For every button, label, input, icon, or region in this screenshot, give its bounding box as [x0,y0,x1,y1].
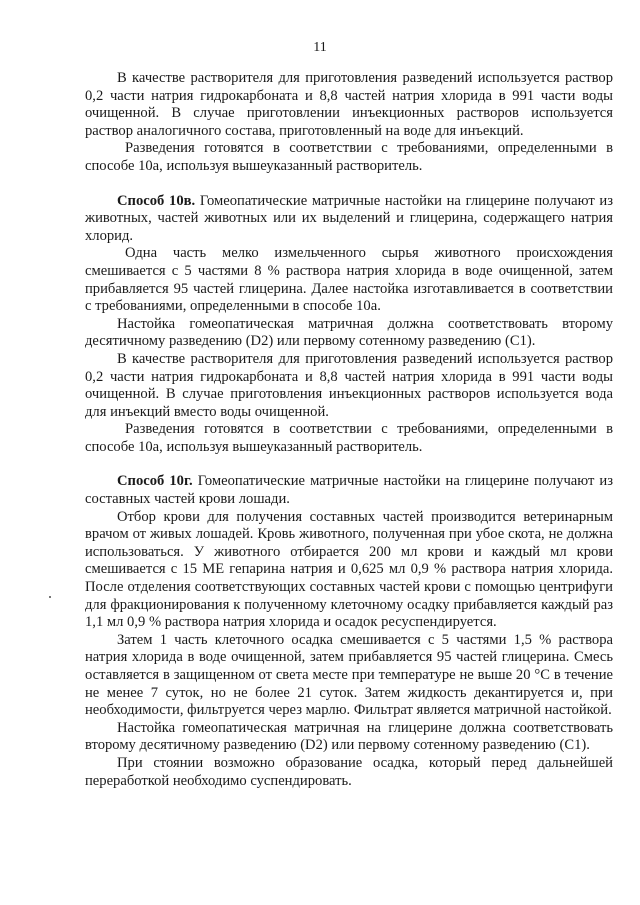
method-title-10g: Способ 10г. [117,473,193,490]
scan-speck [49,596,51,598]
paragraph-method-10v [85,193,613,246]
paragraph-solvent-10b: В качестве растворителя для приготовления разведений используется раствор 0,2 части натрия гидрокарбоната и 8,8 частей натрия хлорида в 991 части воды очищенной. В случае приготовлении инъекционных растворов используется раствор аналогичного состава, приготовленный на воде для инъекций. [85,70,613,139]
page-number: 11 [313,40,327,55]
method-text-10g: Гомеопатические матричные настойки на глицерине получают из составных частей крови лошади. [85,473,614,508]
paragraph-cell-sediment: Затем 1 часть клеточного осадка смешивается с 5 частями 1,5 % раствора натрия хлорида в воде очищенной, затем прибавляется 95 частей глицерина. Смесь оставляется в защищенном от света месте при температуре не выше 20 °С в течение не менее 7 суток, но не более 21 суток. Затем жидкость декантируется и, при необходимости, фильтруется через марлю. Фильтрат является матричной настойкой. [85,631,613,719]
paragraph-sediment-note: При стоянии возможно образование осадка, который перед дальнейшей переработкой необходимо суспендировать. [85,754,613,789]
paragraph-solvent-10v: В качестве растворителя для приготовления разведений используется раствор 0,2 части натрия гидрокарбоната и 8,8 частей натрия хлорида в 991 части воды очищенной. В случае приготовления инъекционных растворов используется вода для инъекций вместо воды очищенной. [85,350,613,420]
paragraph-raw-material: Одна часть мелко измельченного сырья животного происхождения смешивается с 5 частями 8 % раствора натрия хлорида в воде очищенной, затем прибавляется 95 частей глицерина. Далее настойка изготавливается в соответствии с требованиями, определенными в способе 10а. [85,245,613,315]
method-text-10v: Гомеопатические матричные настойки на глицерине получают из животных, частей животных или их выделений и глицерина, содержащего натрия хлорид. [85,192,613,244]
document-body [85,70,613,790]
paragraph-tincture-requirement-10g: Настойка гомеопатическая матричная на глицерине должна соответствовать второму десятичному разведению (D2) или первому сотенному разведению (С1). [85,719,613,754]
paragraph-dilutions-10b: Разведения готовятся в соответствии с требованиями, определенными в способе 10а, используя вышеуказанный растворитель. [85,140,613,174]
method-title-10v: Способ 10в. [117,192,196,209]
paragraph-blood-collection: Отбор крови для получения составных частей производится ветеринарным врачом от живых лошадей. Кровь животного, полученная при убое скота, не должна использоваться. У животного отбирается 200 мл крови и каждый мл крови смешивается с 15 МЕ гепарина натрия и 0,625 мл 0,9 % раствора натрия хлорида. После отделения соответствующих составных частей крови с помощью центрифуги для фракционирования к полученному клеточному осадку прибавляется каждый раз 1,1 мл 0,9 % раствора натрия хлорида и осадок ресуспендируется. [85,508,613,631]
paragraph-tincture-requirement-10v: Настойка гомеопатическая матричная должна соответствовать второму десятичному разведению (D2) или первому сотенному разведению (С1). [85,315,613,350]
paragraph-method-10g [85,473,613,508]
paragraph-dilutions-10v: Разведения готовятся в соответствии с требованиями, определенными в способе 10а, используя вышеуказанный растворитель. [85,421,613,455]
